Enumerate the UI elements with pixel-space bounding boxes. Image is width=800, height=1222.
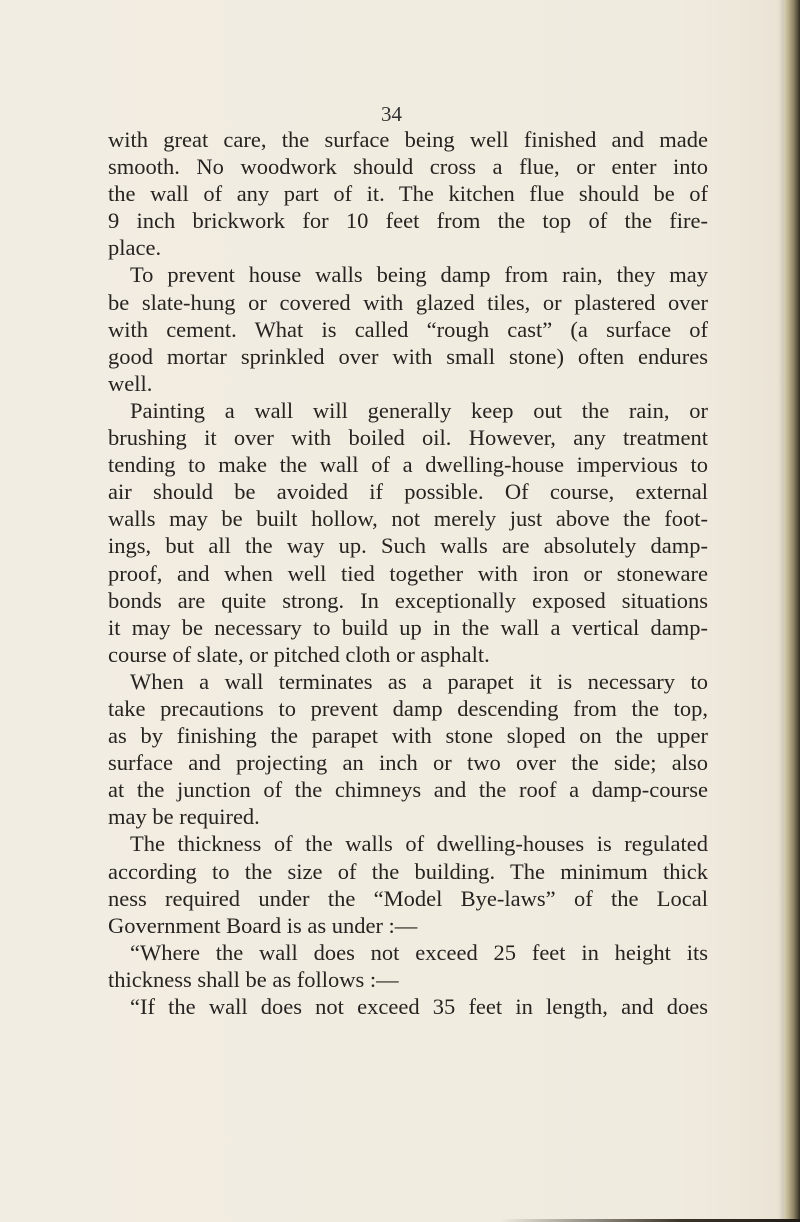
text-line: it may be necessary to build up in the wall a vertical damp-	[108, 614, 708, 640]
text-line: “If the wall does not exceed 35 feet in length, and does	[130, 994, 708, 1019]
text-line: surface and projecting an inch or two over the side; also	[108, 750, 708, 776]
text-line: ings, but all the way up. Such walls are absolutely damp-	[108, 533, 708, 559]
text-line: smooth. No woodwork should cross a flue, or enter into	[108, 154, 708, 180]
text-line: according to the size of the building. The minimum thick	[108, 858, 708, 884]
text-line: may be required.	[108, 804, 260, 830]
text-line: with great care, the surface being well finished and made	[108, 127, 708, 152]
text-line: be slate-hung or covered with glazed tiles, or plastered over	[108, 289, 708, 315]
text-line: walls may be built hollow, not merely just above the foot-	[108, 506, 708, 532]
text-line: tending to make the wall of a dwelling-house impervious to	[108, 452, 708, 478]
body-text	[108, 126, 708, 1020]
text-line: bonds are quite strong. In exceptionally exposed situations	[108, 587, 708, 613]
text-line: proof, and when well tied together with iron or stoneware	[108, 560, 708, 586]
text-line: thickness shall be as follows :—	[108, 966, 399, 992]
text-line: with cement. What is called “rough cast” (a surface of	[108, 316, 708, 342]
book-edge	[784, 0, 800, 1222]
text-line: good mortar sprinkled over with small stone) often endures	[108, 343, 708, 369]
text-line: air should be avoided if possible. Of course, external	[108, 479, 708, 505]
text-line: place.	[108, 235, 162, 261]
text-line: course of slate, or pitched cloth or asphalt.	[108, 641, 490, 667]
text-line: brushing it over with boiled oil. However, any treatment	[108, 425, 708, 451]
text-line: To prevent house walls being damp from rain, they may	[130, 262, 708, 288]
text-line: well.	[108, 370, 153, 396]
text-line: ness required under the “Model Bye-laws” of the Local	[108, 885, 708, 911]
text-line: Painting a wall will generally keep out the rain, or	[130, 397, 708, 423]
text-line: take precautions to prevent damp descending from the top,	[108, 695, 708, 721]
text-line: Government Board is as under :—	[108, 912, 418, 938]
text-line: as by finishing the parapet with stone sloped on the upper	[108, 723, 708, 749]
text-line: 9 inch brickwork for 10 feet from the top of the fire-	[108, 208, 708, 234]
text-line: The thickness of the walls of dwelling-houses is regulated	[130, 831, 708, 857]
text-line: at the junction of the chimneys and the roof a damp-course	[108, 777, 708, 803]
text-line: “Where the wall does not exceed 25 feet in height its	[130, 939, 708, 965]
page-number: 34	[381, 102, 402, 126]
text-line: the wall of any part of it. The kitchen flue should be of	[108, 181, 708, 207]
text-line: When a wall terminates as a parapet it is necessary to	[130, 668, 708, 694]
